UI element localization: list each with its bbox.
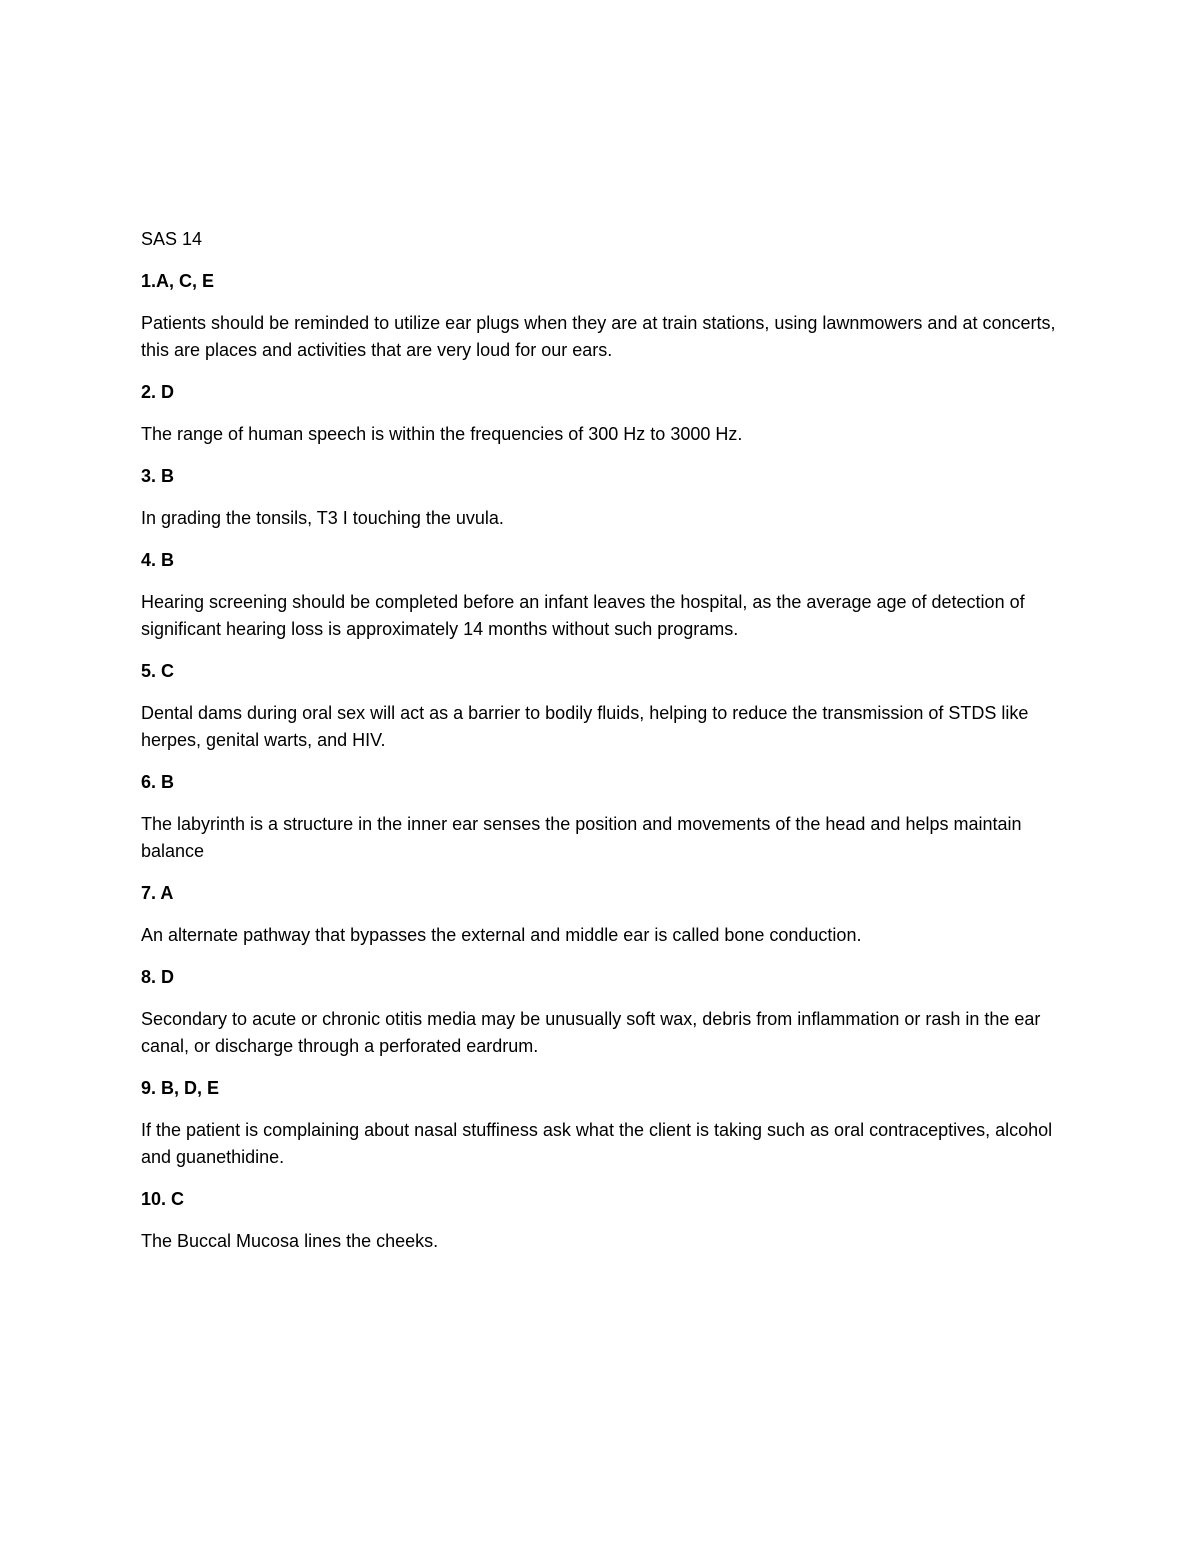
rationale-6: The labyrinth is a structure in the inner ear senses the position and movements of the head and helps maintain balance [141, 814, 1022, 861]
answer-key-6: 6. B [141, 772, 175, 792]
rationale-1: Patients should be reminded to utilize ear plugs when they are at train stations, using lawnmowers and at concerts, this are places and activities that are very loud for our ears. [141, 313, 1056, 360]
answer-key-3: 3. B [141, 466, 175, 486]
answer-key-1: 1.A, C, E [141, 271, 215, 291]
answer-key-7: 7. A [141, 883, 174, 903]
rationale-5: Dental dams during oral sex will act as a barrier to bodily fluids, helping to reduce the transmission of STDS like herpes, genital warts, and HIV. [141, 703, 1029, 750]
document-page [141, 226, 1061, 1270]
answer-key-9: 9. B, D, E [141, 1078, 220, 1098]
answer-key-5: 5. C [141, 661, 175, 681]
answer-key-8: 8. D [141, 967, 175, 987]
rationale-4: Hearing screening should be completed before an infant leaves the hospital, as the average age of detection of significant hearing loss is approximately 14 months without such programs. [141, 592, 1025, 639]
answer-key-10: 10. C [141, 1189, 185, 1209]
rationale-9: If the patient is complaining about nasal stuffiness ask what the client is taking such as oral contraceptives, alcohol and guanethidine. [141, 1120, 1053, 1167]
answer-key-4: 4. B [141, 550, 175, 570]
rationale-7: An alternate pathway that bypasses the external and middle ear is called bone conduction. [141, 925, 862, 945]
rationale-8: Secondary to acute or chronic otitis media may be unusually soft wax, debris from inflammation or rash in the ear canal, or discharge through a perforated eardrum. [141, 1009, 1041, 1056]
rationale-3: In grading the tonsils, T3 I touching the uvula. [141, 508, 504, 528]
answer-key-2: 2. D [141, 382, 175, 402]
document-title: SAS 14 [141, 229, 203, 249]
rationale-2: The range of human speech is within the frequencies of 300 Hz to 3000 Hz. [141, 424, 743, 444]
rationale-10: The Buccal Mucosa lines the cheeks. [141, 1231, 439, 1251]
